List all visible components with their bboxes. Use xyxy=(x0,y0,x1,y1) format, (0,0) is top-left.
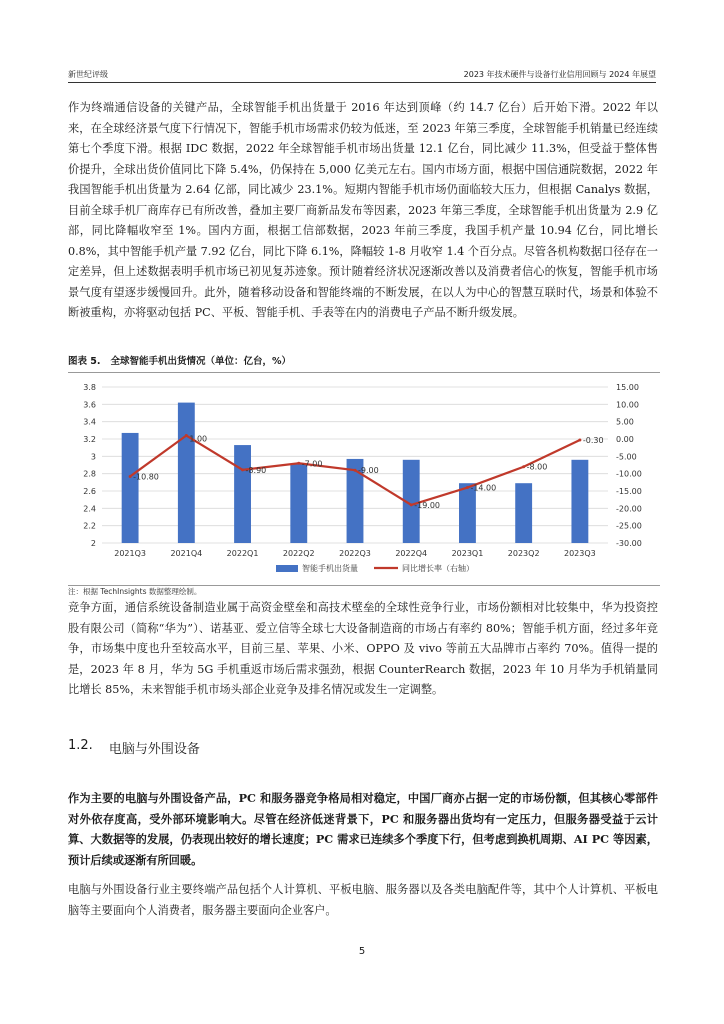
growth-rate-data-label: -10.80 xyxy=(133,472,159,482)
growth-rate-data-label: 1.00 xyxy=(189,434,208,444)
chart-caption xyxy=(68,353,291,367)
bar xyxy=(234,445,251,543)
growth-rate-data-label: -8.00 xyxy=(526,462,548,472)
right-axis-tick-label: 10.00 xyxy=(616,400,639,410)
category-tick-label: 2022Q4 xyxy=(395,549,428,558)
right-axis-tick-label: -15.00 xyxy=(616,487,642,496)
left-axis-tick-label: 2.2 xyxy=(83,521,96,531)
chart-caption-text: 全球智能手机出货情况（单位：亿台，%） xyxy=(110,356,292,367)
left-axis-tick-label: 2.6 xyxy=(83,487,96,496)
right-axis-tick-label: 5.00 xyxy=(616,417,634,427)
left-axis-tick-label: 2 xyxy=(90,539,96,548)
paragraph-1: 作为终端通信设备的关键产品，全球智能手机出货量于 2016 年达到顶峰（约 14.7 亿台）后开始下滑。2022 年以来，在全球经济景气度下行情况下，智能手机市场需求仍较为低迷，至 2023 年第三季度，全球智能手机销量已经连续第七个季度下滑。根据 IDC 数据，2022 年全球智能手机市场出货量 12.1 亿台，同比减少 11.3%，但受益于整体售价提升，全球出货价值同比下降 5.4%，仍保持在 5,000 亿美元左右。国内市场方面，根据中国信通院数据，2022 年我国智能手机出货量为 2.64 亿部，同比减少 23.1%。短期内智能手机市场仍面临较大压力，但根据 Canalys 数据，目前全球手机厂商库存已有所改善，叠加主要厂商新品发布等因素，2023 年第三季度，全球智能手机出货量为 2.9 亿部，同比降幅收窄至 1%。国内方面，根据工信部数据，2023 年前三季度，我国手机产量 10.94 亿台，同比增长 0.8%，其中智能手机产量 7.92 亿台，同比下降 6.1%，降幅较 1-8 月收窄 1.4 个百分点。尽管各机构数据口径存在一定差异，但上述数据表明手机市场已初见复苏迹象。预计随着经济状况逐渐改善以及消费者信心的恢复，智能手机市场景气度有望逐步缓慢回升。此外，随着移动设备和智能终端的不断发展，在以人为中心的智慧互联时代，场景和体验不断被重构，亦将驱动包括 PC、平板、智能手机、手表等在内的消费电子产品不断升级发展。 xyxy=(68,101,658,319)
growth-rate-point xyxy=(578,439,581,442)
right-axis-tick-label: -25.00 xyxy=(616,521,642,531)
header-left: 新世纪评级 xyxy=(68,70,108,79)
bar xyxy=(122,433,139,543)
right-axis-tick-label: -30.00 xyxy=(616,539,642,548)
chart-container xyxy=(68,372,660,586)
header-right: 2023 年技术硬件与设备行业信用回顾与 2024 年展望 xyxy=(463,70,656,79)
growth-rate-data-label: -7.00 xyxy=(301,459,323,469)
page-header xyxy=(68,66,656,83)
right-axis-tick-label: 0.00 xyxy=(616,435,634,444)
bar xyxy=(571,460,588,543)
category-tick-label: 2023Q2 xyxy=(507,549,540,558)
left-axis-tick-label: 3.4 xyxy=(83,417,96,427)
right-axis-tick-label: -10.00 xyxy=(616,469,642,479)
bar xyxy=(515,483,532,543)
category-tick-label: 2022Q3 xyxy=(339,549,371,558)
left-axis-tick-label: 2.4 xyxy=(83,504,96,514)
right-axis-tick-label: -20.00 xyxy=(616,504,642,514)
growth-rate-point xyxy=(522,465,525,468)
chart-note: 注：根据 TechInsights 数据整理绘制。 xyxy=(68,587,202,596)
right-axis-tick-label: 15.00 xyxy=(616,383,639,392)
category-tick-label: 2022Q2 xyxy=(282,549,315,558)
section-heading xyxy=(68,738,200,757)
bar xyxy=(178,403,195,543)
left-axis-tick-label: 3 xyxy=(90,452,96,462)
growth-rate-point xyxy=(241,468,244,471)
growth-rate-point xyxy=(185,434,188,437)
growth-rate-data-label: -9.00 xyxy=(358,466,379,476)
shipment-chart xyxy=(68,373,660,585)
category-tick-label: 2023Q3 xyxy=(564,549,596,558)
paragraph-2: 竞争方面，通信系统设备制造业属于高资金壁垒和高技术壁垒的全球性竞争行业，市场份额相对比较集中，华为投资控股有限公司（简称“华为”）、诺基亚、爱立信等全球七大设备制造商的市场占有率约 80%；智能手机方面，经过多年竞争，市场集中度也升至较高水平，目前三星、苹果、小米、OPPO 及 vivo 等前五大品牌市占率约 70%。值得一提的是，2023 年 8 月，华为 5G 手机重返市场后需求强劲，根据 CounterRearch 数据，2023 年 10 月华为手机销量同比增长 85%，未来智能手机市场头部企业竞争及排名情况或发生一定调整。 xyxy=(68,601,658,696)
growth-rate-point xyxy=(466,486,469,489)
section-title: 电脑与外围设备 xyxy=(108,742,200,757)
growth-rate-data-label: -14.00 xyxy=(470,483,497,493)
category-tick-label: 2023Q1 xyxy=(451,549,484,558)
growth-rate-data-label: -0.30 xyxy=(582,436,604,446)
paragraph-3: 作为主要的电脑与外围设备产品，PC 和服务器竞争格局相对稳定，中国厂商亦占据一定的市场份额，但其核心零部件对外依存度高，受外部环境影响大。尽管在经济低迷背景下，PC 和服务器出货均有一定压力，但服务器受益于云计算、大数据等的发展，仍表现出较好的增长速度；PC 需求已连续多个季度下行，但考虑到换机周期、AI PC 等因素，预计后续或逐渐有所回暖。 xyxy=(68,791,658,867)
left-axis-tick-label: 2.8 xyxy=(83,469,96,479)
category-tick-label: 2022Q1 xyxy=(226,549,259,558)
bar xyxy=(290,464,307,543)
left-axis-tick-label: 3.2 xyxy=(83,435,96,444)
growth-rate-data-label: -8.90 xyxy=(245,465,267,475)
paragraph-4: 电脑与外围设备行业主要终端产品包括个人计算机、平板电脑、服务器以及各类电脑配件等，其中个人计算机、平板电脑等主要面向个人消费者，服务器主要面向企业客户。 xyxy=(68,883,658,917)
section-number: 1.2. xyxy=(68,738,93,753)
growth-rate-point xyxy=(410,503,413,506)
growth-rate-point xyxy=(129,475,132,478)
growth-rate-point xyxy=(354,469,357,472)
chart-caption-number: 图表 5. xyxy=(68,356,101,367)
category-tick-label: 2021Q3 xyxy=(114,549,146,558)
legend-bar-label: 智能手机出货量 xyxy=(302,564,358,573)
page-number: 5 xyxy=(358,946,366,957)
left-axis-tick-label: 3.8 xyxy=(83,383,96,392)
growth-rate-point xyxy=(297,462,300,465)
legend-line-label: 同比增长率（右轴） xyxy=(402,564,474,573)
right-axis-tick-label: -5.00 xyxy=(616,452,637,462)
left-axis-tick-label: 3.6 xyxy=(83,400,96,410)
legend-bar-swatch xyxy=(276,565,298,572)
category-tick-label: 2021Q4 xyxy=(170,549,203,558)
growth-rate-data-label: -19.00 xyxy=(414,500,441,510)
